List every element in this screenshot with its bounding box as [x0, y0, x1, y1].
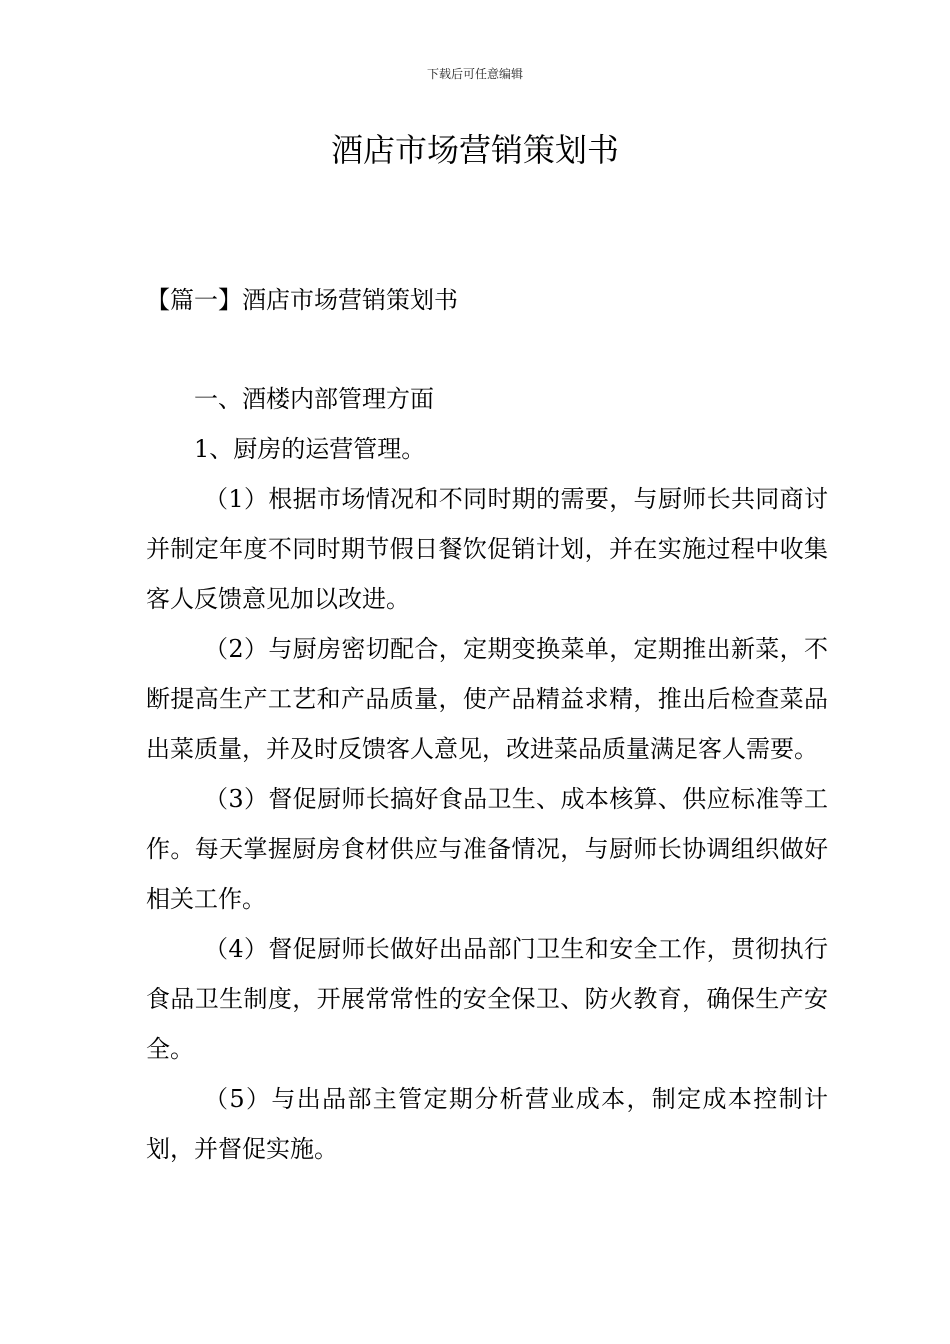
heading-kitchen-operations: 1、厨房的运营管理。 — [194, 435, 426, 463]
heading-internal-management: 一、酒楼内部管理方面 — [194, 385, 434, 413]
document-body — [146, 374, 828, 1174]
paragraph-item-4: （4）督促厨师长做好出品部门卫生和安全工作，贯彻执行食品卫生制度，开展常常性的安全保卫、防火教育，确保生产安全。 — [146, 935, 828, 1063]
paragraph-item-3: （3）督促厨师长搞好食品卫生、成本核算、供应标准等工作。每天掌握厨房食材供应与准备情况，与厨师长协调组织做好相关工作。 — [146, 785, 828, 913]
paragraph-item-2: （2）与厨房密切配合，定期变换菜单，定期推出新菜，不断提高生产工艺和产品质量，使产品精益求精，推出后检查菜品出菜质量，并及时反馈客人意见，改进菜品质量满足客人需要。 — [146, 635, 828, 763]
paragraph-item-5: （5）与出品部主管定期分析营业成本，制定成本控制计划，并督促实施。 — [146, 1085, 828, 1163]
section-heading: 【篇一】酒店市场营销策划书 — [146, 286, 458, 314]
header-note: 下载后可任意编辑 — [426, 67, 523, 81]
paragraph-item-1: （1）根据市场情况和不同时期的需要，与厨师长共同商讨并制定年度不同时期节假日餐饮促销计划，并在实施过程中收集客人反馈意见加以改进。 — [146, 485, 828, 613]
document-title: 酒店市场营销策划书 — [330, 131, 619, 169]
